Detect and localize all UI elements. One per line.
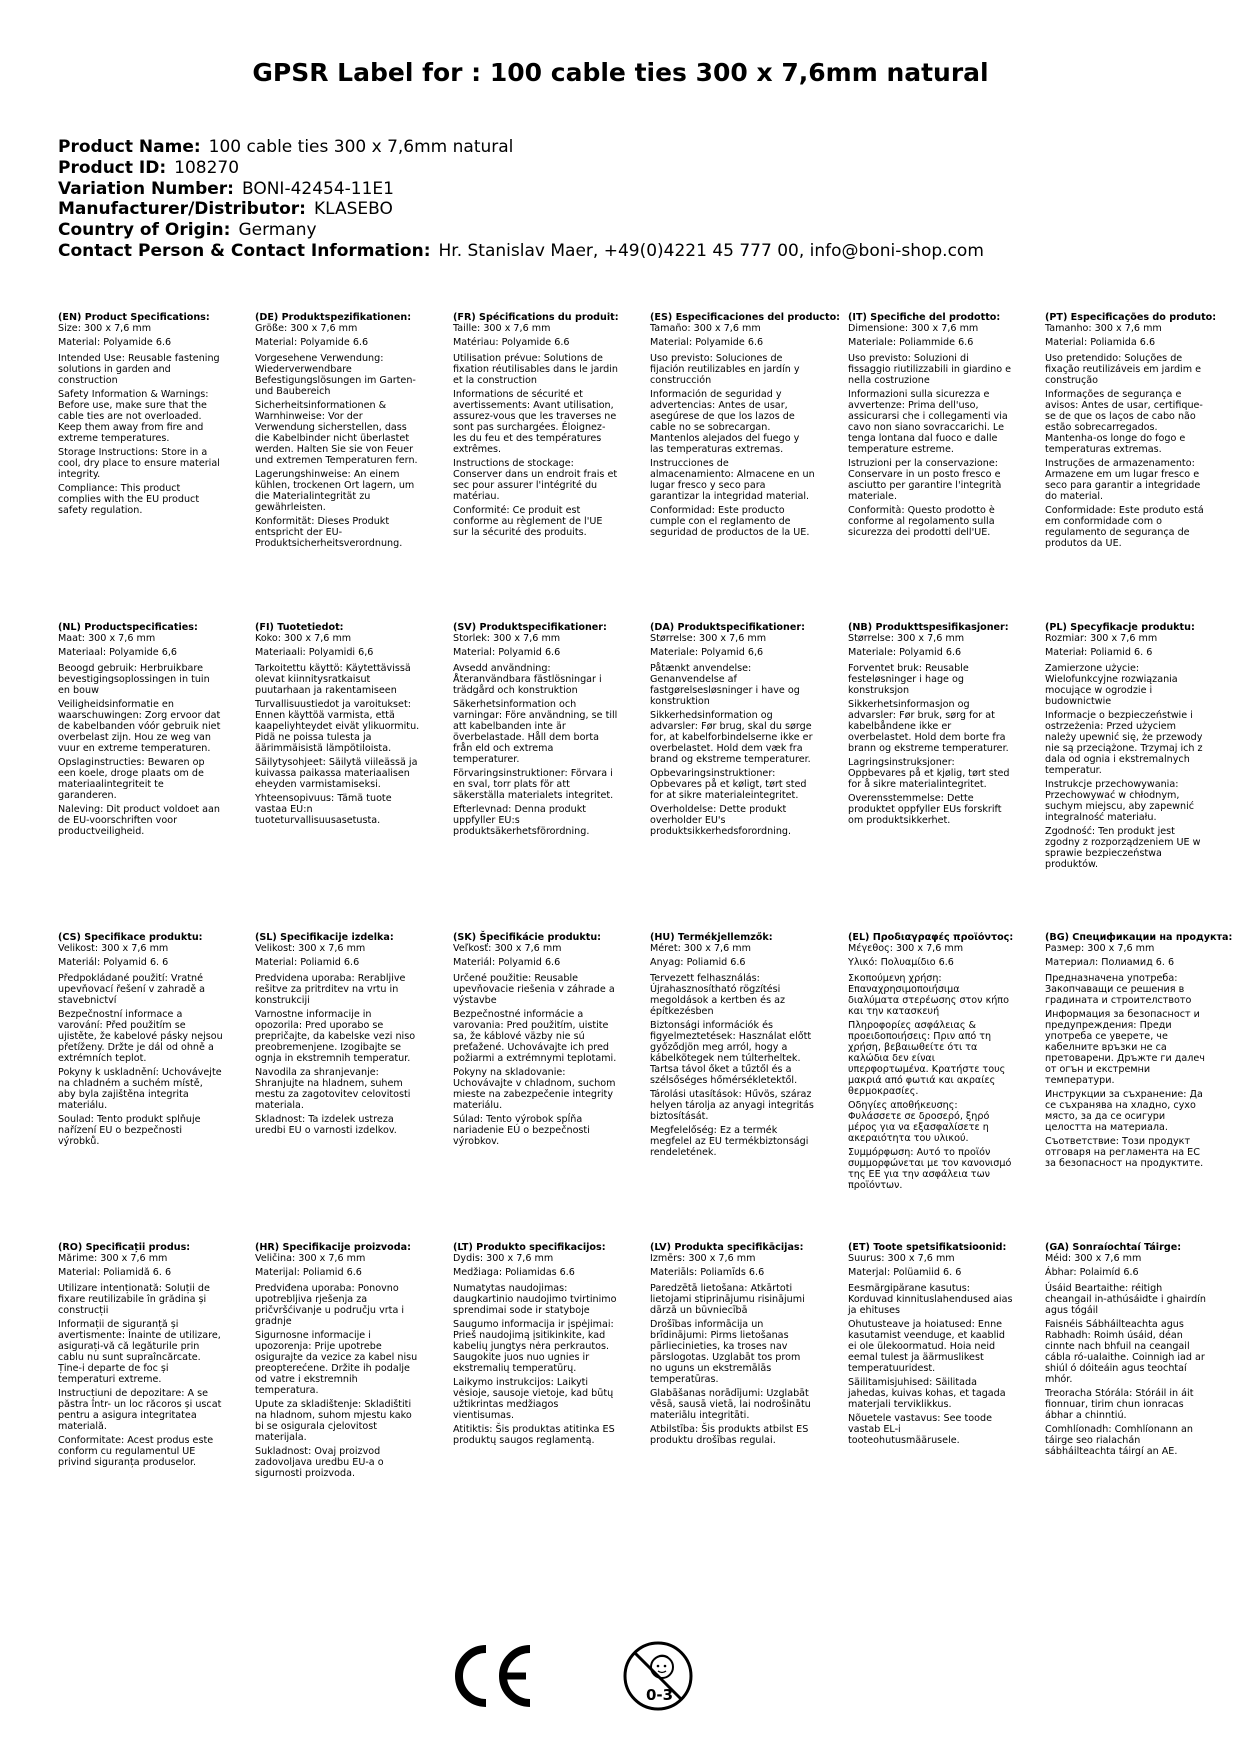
spec-size: Velikost: 300 x 7,6 mm: [255, 943, 366, 954]
spec-material: Materiale: Poliammide 6.6: [848, 337, 974, 348]
spec-block: [848, 622, 1013, 829]
spec-paragraph: Ohutusteave ja hoiatused: Enne kasutamist veenduge, et kaablid ei ole ülekoormatud. Hoia neid eemal tulest ja äärmuslikest temperatuuridest.: [848, 1319, 1005, 1374]
spec-paragraph: Säilytysohjeet: Säilytä viileässä ja kuivassa paikassa materiaalisen eheyden varmistamiseksi.: [255, 757, 418, 790]
spec-block: [848, 932, 1013, 1194]
spec-paragraph: Eesmärgipärane kasutus: Korduvad kinnituslahendused aias ja ehituses: [848, 1283, 1013, 1316]
info-label: Contact Person & Contact Information:: [58, 240, 431, 261]
spec-block: [650, 932, 815, 1161]
spec-paragraph: Tarkoitettu käyttö: Käytettävissä olevat kiinnitysratkaisut puutarhaan ja rakentamiseen: [255, 663, 411, 696]
product-info-row: [58, 199, 1208, 220]
spec-heading: (DA) Produktspecifikationer:: [650, 622, 805, 633]
spec-block: [453, 932, 618, 1150]
spec-heading: (EN) Product Specifications:: [58, 312, 210, 323]
info-value: KLASEBO: [313, 199, 393, 220]
spec-material: Materijal: Poliamid 6.6: [255, 1267, 362, 1278]
spec-material: Material: Polyamide 6.6: [650, 337, 764, 348]
spec-paragraph: Zgodność: Ten produkt jest zgodny z rozporządzeniem UE w sprawie bezpieczeństwa produktów.: [1045, 826, 1201, 870]
spec-heading: (SV) Produktspecifikationer:: [453, 622, 607, 633]
info-label: Manufacturer/Distributor:: [58, 199, 306, 220]
spec-paragraph: Avsedd användning: Återanvändbara fästlösningar i trädgård och konstruktion: [453, 663, 602, 696]
spec-material: Material: Polyamid 6.6: [453, 647, 561, 658]
spec-heading: (GA) Sonraíochtaí Táirge:: [1045, 1242, 1182, 1253]
spec-heading: (PT) Especificações do produto:: [1045, 312, 1217, 323]
spec-heading: (IT) Specifiche del prodotto:: [848, 312, 1001, 323]
spec-size: Μέγεθος: 300 x 7,6 mm: [848, 943, 964, 954]
spec-heading: (NL) Productspecificaties:: [58, 622, 198, 633]
spec-size: Veličina: 300 x 7,6 mm: [255, 1253, 366, 1264]
spec-paragraph: Instructions de stockage: Conserver dans un endroit frais et sec pour assurer l'intégrité du matériau.: [453, 458, 618, 502]
spec-paragraph: Forventet bruk: Reusable festeløsninger i hage og konstruksjon: [848, 663, 969, 696]
spec-material: Material: Polyamide 6.6: [255, 337, 369, 348]
info-value: Hr. Stanislav Maer, +49(0)4221 45 777 00, info@boni-shop.com: [438, 240, 984, 261]
spec-heading: (CS) Specifikace produktu:: [58, 932, 203, 943]
spec-paragraph: Συμμόρφωση: Αυτό το προϊόν συμμορφώνεται με τον κανονισμό της ΕΕ για την ασφάλεια των προϊόντων.: [848, 1147, 1012, 1191]
spec-paragraph: Megfelelőség: Ez a termék megfelel az EU termékbiztonsági rendeletének.: [650, 1125, 809, 1158]
spec-paragraph: Vorgesehene Verwendung: Wiederverwendbare Befestigungslösungen im Garten- und Baubereich: [255, 353, 416, 397]
spec-block: [255, 312, 420, 552]
spec-paragraph: Σκοπούμενη χρήση: Επαναχρησιμοποιήσιμα διαλύματα στερέωσης στον κήπο και την κατασκευή: [848, 973, 1009, 1017]
info-value: 108270: [174, 157, 240, 178]
spec-paragraph: Информация за безопасност и предупреждения: Преди употреба се уверете, че кабелните връзки не са претоварени. Дръжте ги далеч от огън и екстремни температури.: [1045, 1009, 1205, 1086]
info-value: 100 cable ties 300 x 7,6mm natural: [208, 137, 514, 157]
spec-paragraph: Sigurnosne informacije i upozorenja: Prije upotrebe osigurajte da vezice za kabel nisu preopterećene. Držite ih podalje od vatre i ekstremnih temperatura.: [255, 1330, 418, 1396]
spec-size: Størrelse: 300 x 7,6 mm: [848, 633, 965, 644]
spec-paragraph: Úsáid Beartaithe: réitigh cheangail in-athúsáidte i ghairdín agus tógáil: [1045, 1283, 1206, 1316]
spec-paragraph: Pokyny k uskladnění: Uchovávejte na chladném a suchém místě, aby byla zajištěna integrita materiálu.: [58, 1067, 222, 1111]
spec-paragraph: Säilitamisjuhised: Säilitada jahedas, kuivas kohas, et tagada materjali terviklikkus.: [848, 1377, 1006, 1410]
spec-paragraph: Navodila za shranjevanje: Shranjujte na hladnem, suhem mestu za zagotovitev celovitosti materiala.: [255, 1067, 411, 1111]
spec-material: Material: Poliamidă 6. 6: [58, 1267, 172, 1278]
spec-paragraph: Predvidena uporaba: Rerabljive rešitve za pritrditev na vrtu in konstrukciji: [255, 973, 406, 1006]
spec-paragraph: Съответствие: Този продукт отговаря на регламента на ЕС за безопасност на продуктите.: [1045, 1136, 1204, 1169]
spec-paragraph: Intended Use: Reusable fastening solutions in garden and construction: [58, 353, 220, 386]
spec-material: Materiāls: Poliamīds 6.6: [650, 1267, 765, 1278]
product-info-row: [58, 241, 1208, 262]
spec-block: [58, 932, 223, 1150]
info-label: Product ID:: [58, 157, 167, 178]
spec-paragraph: Overholdelse: Dette produkt overholder EU's produktsikkerhedsforordning.: [650, 804, 792, 837]
spec-size: Размер: 300 x 7,6 mm: [1045, 943, 1155, 954]
spec-paragraph: Treoracha Stórála: Stóráil in áit fionnuar, tirim chun ionracas ábhar a chinntiú.: [1045, 1388, 1194, 1421]
spec-block: [1045, 622, 1210, 873]
spec-paragraph: Tárolási utasítások: Hűvös, száraz helyen tárolja az anyagi integritás biztosítását.: [650, 1089, 814, 1122]
spec-paragraph: Conformité: Ce produit est conforme au règlement de l'UE sur la sécurité des produits.: [453, 505, 603, 538]
spec-paragraph: Atbilstība: Šis produkts atbilst ES produktu drošības regulai.: [650, 1424, 809, 1446]
spec-paragraph: Opbevaringsinstruktioner: Opbevares på et køligt, tørt sted for at sikre materialeintegritet.: [650, 768, 807, 801]
spec-block: [650, 1242, 815, 1449]
spec-block: [1045, 1242, 1210, 1460]
spec-paragraph: Información de seguridad y advertencias: Antes de usar, asegúrese de que los lazos de cable no se sobrecargan. Mantenlos alejados del fuego y las temperaturas extremas.: [650, 389, 800, 455]
spec-paragraph: Informations de sécurité et avertissements: Avant utilisation, assurez-vous que les traverses ne sont pas surchargées. Éloignez-les du feu et des températures extrêmes.: [453, 389, 617, 455]
spec-paragraph: Veiligheidsinformatie en waarschuwingen: Zorg ervoor dat de kabelbanden vóór gebruik niet overbelast zijn. Hou ze weg van vuur en extreme temperaturen.: [58, 699, 221, 754]
spec-heading: (HR) Specifikacije proizvoda:: [255, 1242, 411, 1253]
info-value: Germany: [238, 220, 317, 241]
ce-mark-icon: [450, 1645, 534, 1707]
spec-size: Størrelse: 300 x 7,6 mm: [650, 633, 767, 644]
spec-paragraph: Efterlevnad: Denna produkt uppfyller EU:s produktsäkerhetsförordning.: [453, 804, 590, 837]
spec-material: Materjal: Polüamiid 6. 6: [848, 1267, 962, 1278]
spec-paragraph: Инструкции за съхранение: Да се съхранява на хладно, сухо място, за да се осигури целостта на материала.: [1045, 1089, 1203, 1133]
spec-heading: (ES) Especificaciones del producto:: [650, 312, 841, 323]
spec-paragraph: Tervezett felhasználás: Újrahasznosítható rögzítési megoldások a kertben és az építkezésben: [650, 973, 786, 1017]
spec-paragraph: Instrukcje przechowywania: Przechowywać w chłodnym, suchym miejscu, aby zapewnić integralność materiału.: [1045, 779, 1195, 823]
spec-heading: (SL) Specifikacije izdelka:: [255, 932, 394, 943]
spec-block: [1045, 312, 1217, 552]
spec-paragraph: Paredzētā lietošana: Atkārtoti lietojami stiprinājumu risinājumi dārzā un būvniecībā: [650, 1283, 805, 1316]
spec-size: Izmērs: 300 x 7,6 mm: [650, 1253, 756, 1264]
spec-paragraph: Predviđena uporaba: Ponovno upotrebljiva rješenja za pričvršćivanje u području vrta i gradnje: [255, 1283, 405, 1327]
spec-paragraph: Utilisation prévue: Solutions de fixation réutilisables dans le jardin et la construction: [453, 353, 618, 386]
spec-paragraph: Určené použitie: Reusable upevňovacie riešenia v záhrade a výstavbe: [453, 973, 615, 1006]
spec-material: Material: Poliamid 6.6: [255, 957, 360, 968]
spec-paragraph: Biztonsági információk és figyelmeztetések: Használat előtt győződjön meg arról, hogy a kábelkötegek nem túlterheltek. Tartsa távol őket a tűztől és a szélsőséges hőmérsékletektől.: [650, 1020, 812, 1086]
spec-heading: (EL) Προδιαγραφές προϊόντος:: [848, 932, 1014, 943]
spec-paragraph: Instrucciones de almacenamiento: Almacene en un lugar fresco y seco para garantizar la integridad material.: [650, 458, 815, 502]
spec-paragraph: Lagerungshinweise: An einem kühlen, trockenen Ort lagern, um die Materialintegrität zu gewährleisten.: [255, 469, 415, 513]
spec-block: [255, 622, 420, 829]
spec-block: [453, 1242, 618, 1449]
spec-heading: (BG) Спецификации на продукта:: [1045, 932, 1233, 943]
spec-paragraph: Предназначена употреба: Закопчаващи се решения в градината и строителството: [1045, 973, 1192, 1006]
spec-heading: (ET) Toote spetsifikatsioonid:: [848, 1242, 1007, 1253]
spec-material: Materiale: Polyamid 6.6: [848, 647, 962, 658]
product-info-row: [58, 179, 1208, 200]
spec-paragraph: Laikymo instrukcijos: Laikyti vėsioje, sausoje vietoje, kad būtų užtikrintas medžiagos vientisumas.: [453, 1377, 614, 1421]
spec-paragraph: Utilizare intenționată: Soluții de fixare reutilizabile în grădina și construcții: [58, 1283, 210, 1316]
spec-size: Veľkosť: 300 x 7,6 mm: [453, 943, 562, 954]
spec-block: [255, 932, 420, 1139]
spec-paragraph: Säkerhetsinformation och varningar: Före användning, se till att kabelbanden inte är överbelastade. Håll dem borta från eld och extrema temperaturer.: [453, 699, 618, 765]
spec-material: Materiál: Polyamid 6.6: [453, 957, 561, 968]
spec-paragraph: Faisnéis Sábháilteachta agus Rabhadh: Roimh úsáid, déan cinnte nach bhfuil na ceangail cábla ró-ualaithe. Coinnigh iad ar shiúl ó dóiteáin agus teochtaí mhór.: [1045, 1319, 1205, 1385]
spec-paragraph: Sikkerhetsinformasjon og advarsler: Før bruk, sørg for at kabelbåndene ikke er overbelastet. Hold dem borte fra brann og ekstreme temperaturer.: [848, 699, 1009, 754]
spec-paragraph: Skladnost: Ta izdelek ustreza uredbi EU o varnosti izdelkov.: [255, 1114, 397, 1136]
spec-paragraph: Conformidad: Este producto cumple con el reglamento de seguridad de productos de la UE.: [650, 505, 810, 538]
spec-block: [848, 1242, 1013, 1449]
spec-paragraph: Πληροφορίες ασφάλειας & προειδοποιήσεις: Πριν από τη χρήση, βεβαιωθείτε ότι τα καλώδια δεν είναι υπερφορτωμένα. Κρατήστε τους μακριά από φωτιά και ακραίες θερμοκρασίες.: [848, 1020, 1006, 1097]
spec-paragraph: Conformità: Questo prodotto è conforme al regolamento sulla sicurezza dei prodotti dell'UE.: [848, 505, 995, 538]
info-label: Product Name:: [58, 137, 201, 157]
spec-size: Méret: 300 x 7,6 mm: [650, 943, 751, 954]
spec-size: Tamanho: 300 x 7,6 mm: [1045, 323, 1162, 334]
spec-heading: (PL) Specyfikacje produktu:: [1045, 622, 1195, 633]
spec-block: [650, 622, 815, 840]
spec-size: Tamaño: 300 x 7,6 mm: [650, 323, 761, 334]
spec-size: Mărime: 300 x 7,6 mm: [58, 1253, 168, 1264]
spec-size: Suurus: 300 x 7,6 mm: [848, 1253, 955, 1264]
spec-material: Medžiaga: Poliamidas 6.6: [453, 1267, 575, 1278]
spec-material: Matériau: Polyamide 6.6: [453, 337, 570, 348]
spec-paragraph: Lagringsinstruksjoner: Oppbevares på et kjølig, tørt sted for å sikre materialintegritet.: [848, 757, 1010, 790]
spec-paragraph: Conformitate: Acest produs este conform cu regulamentul UE privind siguranța produselor.: [58, 1435, 214, 1468]
spec-paragraph: Instruções de armazenamento: Armazene em um lugar fresco e seco para garantir a integridade do material.: [1045, 458, 1201, 502]
spec-paragraph: Bezpečnostní informace a varování: Před použitím se ujistěte, že kabelové pásky nejsou přetíženy. Držte je dál od ohně a extrémních teplot.: [58, 1009, 223, 1064]
spec-paragraph: Istruzioni per la conservazione: Conservare in un posto fresco e asciutto per garantire l'integrità materiale.: [848, 458, 1002, 502]
spec-heading: (SK) Špecifikácie produktu:: [453, 932, 602, 943]
product-info-row: [58, 158, 1208, 179]
spec-material: Материал: Полиамид 6. 6: [1045, 957, 1175, 968]
spec-paragraph: Saugumo informacija ir įspėjimai: Prieš naudojimą įsitikinkite, kad kabelių jungtys nėra perkrautos. Saugokite juos nuo ugnies ir ekstremalių temperatūrų.: [453, 1319, 614, 1374]
spec-paragraph: Compliance: This product complies with the EU product safety regulation.: [58, 483, 200, 516]
spec-paragraph: Conformidade: Este produto está em conformidade com o regulamento de segurança de produtos da UE.: [1045, 505, 1204, 549]
spec-material: Materiaal: Polyamide 6,6: [58, 647, 177, 658]
spec-paragraph: Sicherheitsinformationen & Warnhinweise: Vor der Verwendung sicherstellen, dass die Kabelbinder nicht überlastet werden. Halten Sie sie von Feuer und extremen Temperaturen fern.: [255, 400, 418, 466]
spec-heading: (LT) Produkto specifikacijos:: [453, 1242, 606, 1253]
spec-size: Storlek: 300 x 7,6 mm: [453, 633, 561, 644]
spec-material: Material: Polyamide 6.6: [58, 337, 172, 348]
spec-paragraph: Informacje o bezpieczeństwie i ostrzeżenia: Przed użyciem należy upewnić się, że przewody nie są przeciążone. Trzymaj ich z dala od ognia i ekstremalnych temperatur.: [1045, 710, 1203, 776]
spec-paragraph: Soulad: Tento produkt splňuje nařízení EU o bezpečnosti výrobků.: [58, 1114, 201, 1147]
spec-paragraph: Glabāšanas norādījumi: Uzglabāt vēsā, sausā vietā, lai nodrošinātu materiālu integritāti.: [650, 1388, 811, 1421]
spec-heading: (FR) Spécifications du produit:: [453, 312, 619, 323]
spec-material: Materiaali: Polyamidi 6,6: [255, 647, 374, 658]
spec-size: Größe: 300 x 7,6 mm: [255, 323, 358, 334]
spec-paragraph: Comhlíonadh: Comhlíonann an táirge seo rialachán sábháilteachta táirgí an AE.: [1045, 1424, 1193, 1457]
spec-paragraph: Bezpečnostné informácie a varovania: Pred použitím, uistite sa, že káblové väzby nie sú preťažené. Uchovávajte ich pred požiarmi a extrémnymi teplotami.: [453, 1009, 617, 1064]
spec-paragraph: Informații de siguranță și avertismente: Înainte de utilizare, asigurați-vă că legăturile prin cablu nu sunt supraîncărcate. Ține-i departe de foc și temperaturi extreme.: [58, 1319, 221, 1385]
spec-paragraph: Storage Instructions: Store in a cool, dry place to ensure material integrity.: [58, 447, 220, 480]
spec-paragraph: Drošības informācija un brīdinājumi: Pirms lietošanas pārliecinieties, ka troses nav pārslogotas. Uzglabāt tos prom no uguns un ekstremālās temperatūras.: [650, 1319, 801, 1385]
spec-paragraph: Numatytas naudojimas: daugkartinio naudojimo tvirtinimo sprendimai sode ir statyboje: [453, 1283, 617, 1316]
spec-material: Materiál: Polyamid 6. 6: [58, 957, 169, 968]
spec-paragraph: Yhteensopivuus: Tämä tuote vastaa EU:n tuoteturvallisuusasetusta.: [255, 793, 392, 826]
spec-size: Maat: 300 x 7,6 mm: [58, 633, 156, 644]
spec-block: [453, 312, 618, 541]
spec-paragraph: Předpokládané použití: Vratné upevňovací řešení v zahradě a stavebnictví: [58, 973, 206, 1006]
spec-size: Velikost: 300 x 7,6 mm: [58, 943, 169, 954]
spec-size: Koko: 300 x 7,6 mm: [255, 633, 352, 644]
spec-block: [58, 312, 223, 519]
spec-paragraph: Safety Information & Warnings: Before use, make sure that the cable ties are not overloaded. Keep them away from fire and extreme temperatures.: [58, 389, 209, 444]
info-label: Variation Number:: [58, 178, 234, 199]
spec-block: [1045, 932, 1233, 1172]
spec-block: [650, 312, 841, 541]
spec-paragraph: Pokyny na skladovanie: Uchovávajte v chladnom, suchom mieste na zabezpečenie integrity materiálu.: [453, 1067, 616, 1111]
spec-material: Materiał: Poliamid 6. 6: [1045, 647, 1153, 658]
spec-size: Dimensione: 300 x 7,6 mm: [848, 323, 979, 334]
spec-block: [848, 312, 1013, 541]
spec-paragraph: Turvallisuustiedot ja varoitukset: Ennen käyttöä varmista, että kaapeliyhteydet eivät ylikuormitu. Pidä ne poissa tulesta ja äärimmäisistä lämpötiloista.: [255, 699, 420, 754]
spec-heading: (LV) Produkta specifikācijas:: [650, 1242, 804, 1253]
spec-paragraph: Nõuetele vastavus: See toode vastab EL-i tooteohutusmäärusele.: [848, 1413, 992, 1446]
spec-block: [58, 1242, 223, 1471]
spec-paragraph: Konformität: Dieses Produkt entspricht der EU-Produktsicherheitsverordnung.: [255, 516, 403, 549]
spec-material: Ábhar: Polaimíd 6.6: [1045, 1267, 1139, 1278]
product-info-row: [58, 137, 1208, 158]
product-info-row: [58, 220, 1208, 241]
spec-paragraph: Overensstemmelse: Dette produktet oppfyller EUs forskrift om produktsikkerhet.: [848, 793, 1002, 826]
spec-block: [58, 622, 223, 840]
spec-paragraph: Förvaringsinstruktioner: Förvara i en sval, torr plats för att säkerställa materialets integritet.: [453, 768, 614, 801]
spec-paragraph: Atitiktis: Šis produktas atitinka ES produktų saugos reglamentą.: [453, 1424, 615, 1446]
spec-paragraph: Οδηγίες αποθήκευσης: Φυλάσσετε σε δροσερό, ξηρό μέρος για να εξασφαλίσετε η ακεραιότητα του υλικού.: [848, 1100, 990, 1144]
spec-paragraph: Varnostne informacije in opozorila: Pred uporabo se prepričajte, da kabelske vezi niso preobremenjene. Izogibajte se ognja in ekstremnih temperatur.: [255, 1009, 416, 1064]
spec-material: Materiale: Polyamid 6,6: [650, 647, 764, 658]
spec-heading: (DE) Produktspezifikationen:: [255, 312, 412, 323]
spec-paragraph: Instrucțiuni de depozitare: A se păstra într- un loc răcoros și uscat pentru a asigura integritatea materială.: [58, 1388, 222, 1432]
spec-paragraph: Opslaginstructies: Bewaren op een koele, droge plaats om de materiaalintegriteit te garanderen.: [58, 757, 205, 801]
spec-heading: (RO) Specificații produs:: [58, 1242, 191, 1253]
spec-paragraph: Uso pretendido: Soluções de fixação reutilizáveis em jardim e construção: [1045, 353, 1202, 386]
info-label: Country of Origin:: [58, 220, 231, 241]
spec-material: Material: Poliamida 6.6: [1045, 337, 1156, 348]
spec-paragraph: Zamierzone użycie: Wielofunkcyjne rozwiązania mocujące w ogrodzie i budownictwie: [1045, 663, 1178, 707]
spec-paragraph: Sukladnost: Ovaj proizvod zadovoljava uredbu EU-a o sigurnosti proizvoda.: [255, 1446, 384, 1479]
page-title: GPSR Label for : 100 cable ties 300 x 7,6mm natural: [252, 58, 989, 87]
info-value: BONI-42454-11E1: [241, 178, 394, 199]
spec-paragraph: Uso previsto: Soluciones de fijación reutilizables en jardín y construcción: [650, 353, 800, 386]
spec-paragraph: Upute za skladištenje: Skladištiti na hladnom, suhom mjestu kako bi se osigurala cjelovitost materijala.: [255, 1399, 412, 1443]
spec-heading: (HU) Termékjellemzők:: [650, 932, 773, 943]
spec-block: [453, 622, 618, 840]
spec-size: Dydis: 300 x 7,6 mm: [453, 1253, 554, 1264]
spec-material: Anyag: Poliamid 6.6: [650, 957, 746, 968]
spec-paragraph: Påtænkt anvendelse: Genanvendelse af fastgørelsesløsninger i have og konstruktion: [650, 663, 800, 707]
spec-paragraph: Súlad: Tento výrobok spĺňa nariadenie EÚ o bezpečnosti výrobkov.: [453, 1114, 590, 1147]
spec-paragraph: Naleving: Dit product voldoet aan de EU-voorschriften voor productveiligheid.: [58, 804, 220, 837]
product-info: [58, 137, 1208, 262]
spec-block: [255, 1242, 420, 1482]
spec-material: Υλικό: Πολυαμίδιο 6.6: [848, 957, 954, 968]
spec-size: Rozmiar: 300 x 7,6 mm: [1045, 633, 1158, 644]
spec-heading: (FI) Tuotetiedot:: [255, 622, 344, 633]
spec-size: Size: 300 x 7,6 mm: [58, 323, 152, 334]
spec-paragraph: Uso previsto: Soluzioni di fissaggio riutilizzabili in giardino e nella costruzione: [848, 353, 1012, 386]
not-for-children-0-3-icon: [622, 1640, 694, 1712]
spec-heading: (NB) Produkttspesifikasjoner:: [848, 622, 1009, 633]
spec-paragraph: Informações de segurança e avisos: Antes de usar, certifique-se de que os laços de cabo não estão sobrecarregados. Mantenha-os longe do fogo e temperaturas extremas.: [1045, 389, 1203, 455]
spec-paragraph: Informazioni sulla sicurezza e avvertenze: Prima dell'uso, assicurarsi che i collegamenti via cavo non siano sovraccarichi. Le tenga lontana dal fuoco e dalle temperature estreme.: [848, 389, 1008, 455]
spec-paragraph: Beoogd gebruik: Herbruikbare bevestigingsoplossingen in tuin en bouw: [58, 663, 210, 696]
spec-paragraph: Sikkerhedsinformation og advarsler: Før brug, skal du sørge for, at kabelforbindelserne ikke er overbelastet. Hold dem væk fra brand og ekstreme temperaturer.: [650, 710, 813, 765]
spec-size: Taille: 300 x 7,6 mm: [453, 323, 551, 334]
age-label: 0-3: [646, 1686, 674, 1704]
spec-size: Méid: 300 x 7,6 mm: [1045, 1253, 1142, 1264]
